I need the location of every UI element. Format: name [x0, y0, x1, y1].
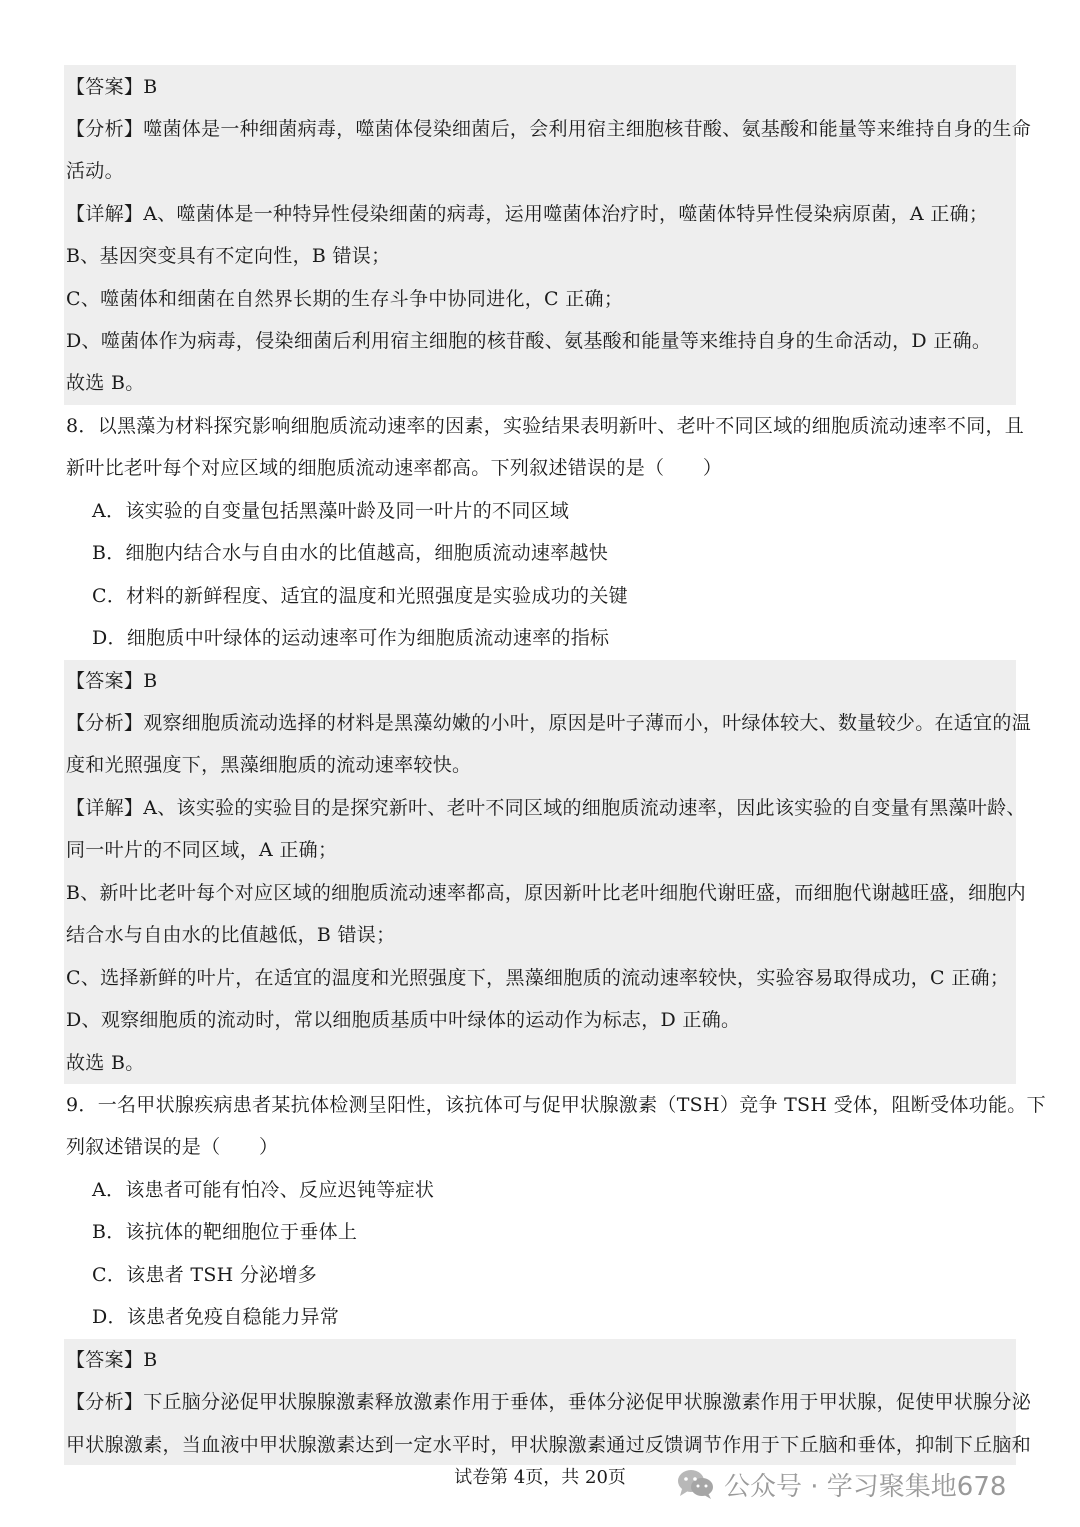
option-c: C．材料的新鲜程度、适宜的温度和光照强度是实验成功的关键 — [92, 585, 628, 607]
question-stem: 8．以黑藻为材料探究影响细胞质流动速率的因素，实验结果表明新叶、老叶不同区域的细胞质流动速率不同，且 — [66, 415, 1025, 437]
conclusion-line: 故选 B。 — [66, 372, 145, 394]
analysis-line: 【分析】下丘脑分泌促甲状腺腺激素释放激素作用于垂体，垂体分泌促甲状腺激素作用于甲状腺，促使甲状腺分泌 — [66, 1391, 1032, 1413]
detail-line: 【详解】A、该实验的实验目的是探究新叶、老叶不同区域的细胞质流动速率，因此该实验的自变量有黑藻叶龄、 — [66, 797, 1026, 819]
option-a: A．该患者可能有怕冷、反应迟钝等症状 — [92, 1179, 435, 1201]
detail-line: 结合水与自由水的比值越低，B 错误； — [66, 924, 396, 946]
watermark — [676, 1462, 1006, 1506]
analysis-line: 甲状腺激素，当血液中甲状腺激素达到一定水平时，甲状腺激素通过反馈调节作用于下丘脑和垂体，抑制下丘脑和 — [66, 1434, 1032, 1456]
detail-line: 同一叶片的不同区域，A 正确； — [66, 839, 338, 861]
option-d: D．细胞质中叶绿体的运动速率可作为细胞质流动速率的指标 — [92, 627, 610, 649]
option-d: D．该患者免疫自稳能力异常 — [92, 1306, 340, 1328]
question-stem: 新叶比老叶每个对应区域的细胞质流动速率都高。下列叙述错误的是（ ） — [66, 457, 723, 479]
page-number: 试卷第 4页，共 20页 — [454, 1467, 626, 1488]
analysis-line: 活动。 — [66, 160, 124, 182]
detail-line: 【详解】A、噬菌体是一种特异性侵染细菌的病毒，运用噬菌体治疗时，噬菌体特异性侵染病原菌，A 正确； — [66, 203, 989, 225]
detail-line: B、基因突变具有不定向性，B 错误； — [66, 245, 391, 267]
option-c: C．该患者 TSH 分泌增多 — [92, 1264, 318, 1286]
detail-line: B、新叶比老叶每个对应区域的细胞质流动速率都高，原因新叶比老叶细胞代谢旺盛，而细胞代谢越旺盛，细胞内 — [66, 882, 1026, 904]
answer-line: 【答案】B — [66, 670, 158, 692]
conclusion-line: 故选 B。 — [66, 1052, 145, 1074]
option-b: B．该抗体的靶细胞位于垂体上 — [92, 1221, 358, 1243]
watermark-text: 公众号 · 学习聚集地678 — [724, 1471, 1007, 1502]
answer-line: 【答案】B — [66, 1349, 158, 1371]
question-stem: 9．一名甲状腺疾病患者某抗体检测呈阳性，该抗体可与促甲状腺激素（TSH）竞争 TSH 受体，阻断受体功能。下 — [66, 1094, 1046, 1116]
question-stem: 列叙述错误的是（ ） — [66, 1136, 279, 1158]
analysis-line: 【分析】噬菌体是一种细菌病毒，噬菌体侵染细菌后，会利用宿主细胞核苷酸、氨基酸和能量等来维持自身的生命 — [66, 118, 1032, 140]
wechat-icon — [676, 1467, 716, 1501]
option-a: A．该实验的自变量包括黑藻叶龄及同一叶片的不同区域 — [92, 500, 570, 522]
detail-line: D、观察细胞质的流动时，常以细胞质基质中叶绿体的运动作为标志，D 正确。 — [66, 1009, 741, 1031]
option-b: B．细胞内结合水与自由水的比值越高，细胞质流动速率越快 — [92, 542, 609, 564]
answer-line: 【答案】B — [66, 76, 158, 98]
detail-line: D、噬菌体作为病毒，侵染细菌后利用宿主细胞的核苷酸、氨基酸和能量等来维持自身的生命活动，D 正确。 — [66, 330, 992, 352]
detail-line: C、噬菌体和细菌在自然界长期的生存斗争中协同进化，C 正确； — [66, 288, 624, 310]
analysis-line: 【分析】观察细胞质流动选择的材料是黑藻幼嫩的小叶，原因是叶子薄而小，叶绿体较大、数量较少。在适宜的温 — [66, 712, 1032, 734]
analysis-line: 度和光照强度下，黑藻细胞质的流动速率较快。 — [66, 754, 472, 776]
detail-line: C、选择新鲜的叶片，在适宜的温度和光照强度下，黑藻细胞质的流动速率较快，实验容易取得成功，C 正确； — [66, 967, 1010, 989]
